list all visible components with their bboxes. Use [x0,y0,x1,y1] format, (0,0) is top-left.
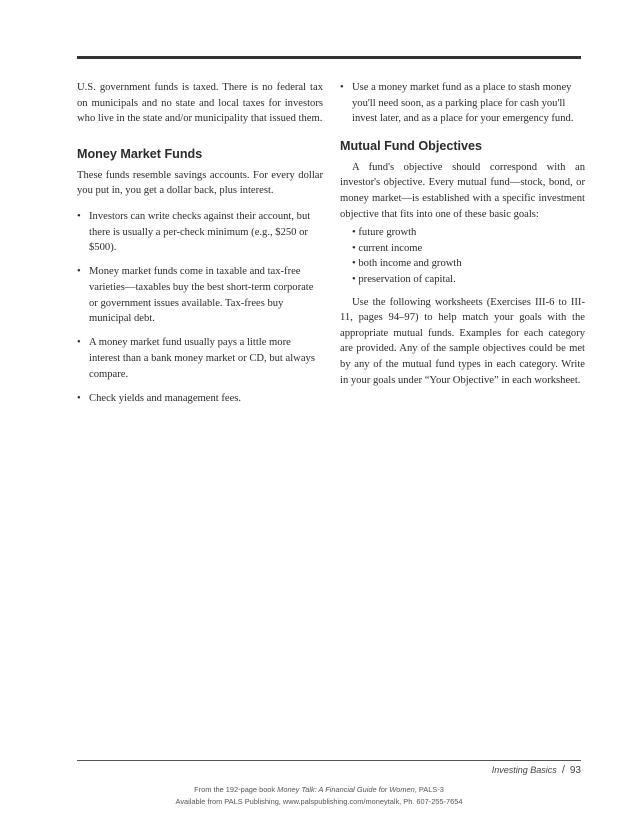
bullet-icon: • [352,273,356,285]
list-item [77,264,323,326]
right-top-bullets [340,80,585,127]
running-footer [492,764,581,777]
bullet-text: Check yields and management fees. [89,392,242,404]
goal-text: both income and growth [358,258,462,270]
bottom-rule [77,760,581,761]
bullet-text: Use a money market fund as a place to stash money you'll need soon, as a parking place for cash you'll invest later, and as a place for your emergency fund. [352,82,574,125]
mutual-fund-paragraph-1: A fund's objective should correspond with an investor's objective. Every mutual fund—stock, bond, or money market—is established with a specific investment objective that fits into one of these basic goals: [340,161,585,220]
mutual-fund-paragraph-2: Use the following worksheets (Exercises III-6 to III-11, pages 94–97) to help match your goals with the appropriate mutual funds. Examples for each category are provided. Any of the sample objectives could be met by any of the mutual fund types in each category. Write in your goals under “Your Objective” in each worksheet. [340,296,585,386]
list-item [352,241,585,257]
bullet-icon: • [352,242,356,254]
left-column [77,80,323,415]
bullet-icon: • [352,227,356,239]
section-title: Investing Basics [491,765,557,775]
goals-list [340,225,585,287]
list-item [77,391,323,407]
source-line [0,785,638,795]
bullet-icon: • [77,392,81,404]
list-item [340,80,585,127]
footer-slash: / [561,764,565,776]
bullet-text: Investors can write checks against their account, but there is usually a per-check minimum (e.g., $250 or $500). [89,210,311,254]
goal-text: preservation of capital. [358,273,456,285]
list-item [352,272,585,288]
list-item [352,225,585,241]
bullet-icon: • [77,337,81,349]
source-prefix: From the 192-page book [194,785,278,794]
availability-line: Available from PALS Publishing, www.palspublishing.com/moneytalk, Ph. 607-255-7654 [175,797,463,806]
money-market-heading: Money Market Funds [77,146,203,161]
bullet-icon: • [77,210,81,222]
intro-paragraph: U.S. government funds is taxed. There is no federal tax on municipals and no state and local taxes for investors who live in the state and/or municipality that issued them. [77,82,323,125]
goal-text: future growth [358,227,417,239]
bullet-icon: • [352,258,356,270]
bullet-icon: • [340,82,344,93]
mutual-fund-heading: Mutual Fund Objectives [340,138,483,153]
top-rule [77,56,581,59]
source-book-title: Money Talk: A Financial Guide for Women [277,785,415,794]
bullet-text: Money market funds come in taxable and tax-free varieties—taxables buy the best short-term corporate or government issues available. Tax-frees buy municipal debt. [89,266,314,325]
money-market-bullets [77,209,323,406]
source-suffix: , PALS-3 [414,785,444,794]
money-market-paragraph: These funds resemble savings accounts. For every dollar you put in, you get a dollar back, plus interest. [77,169,323,197]
bullet-icon: • [77,266,81,278]
goal-text: current income [358,242,423,254]
bullet-text: A money market fund usually pays a little more interest than a bank money market or CD, but always compare. [89,337,315,380]
list-item [352,256,585,272]
list-item [77,209,323,256]
list-item [77,335,323,382]
page-number: 93 [569,765,581,776]
right-column [340,80,585,388]
